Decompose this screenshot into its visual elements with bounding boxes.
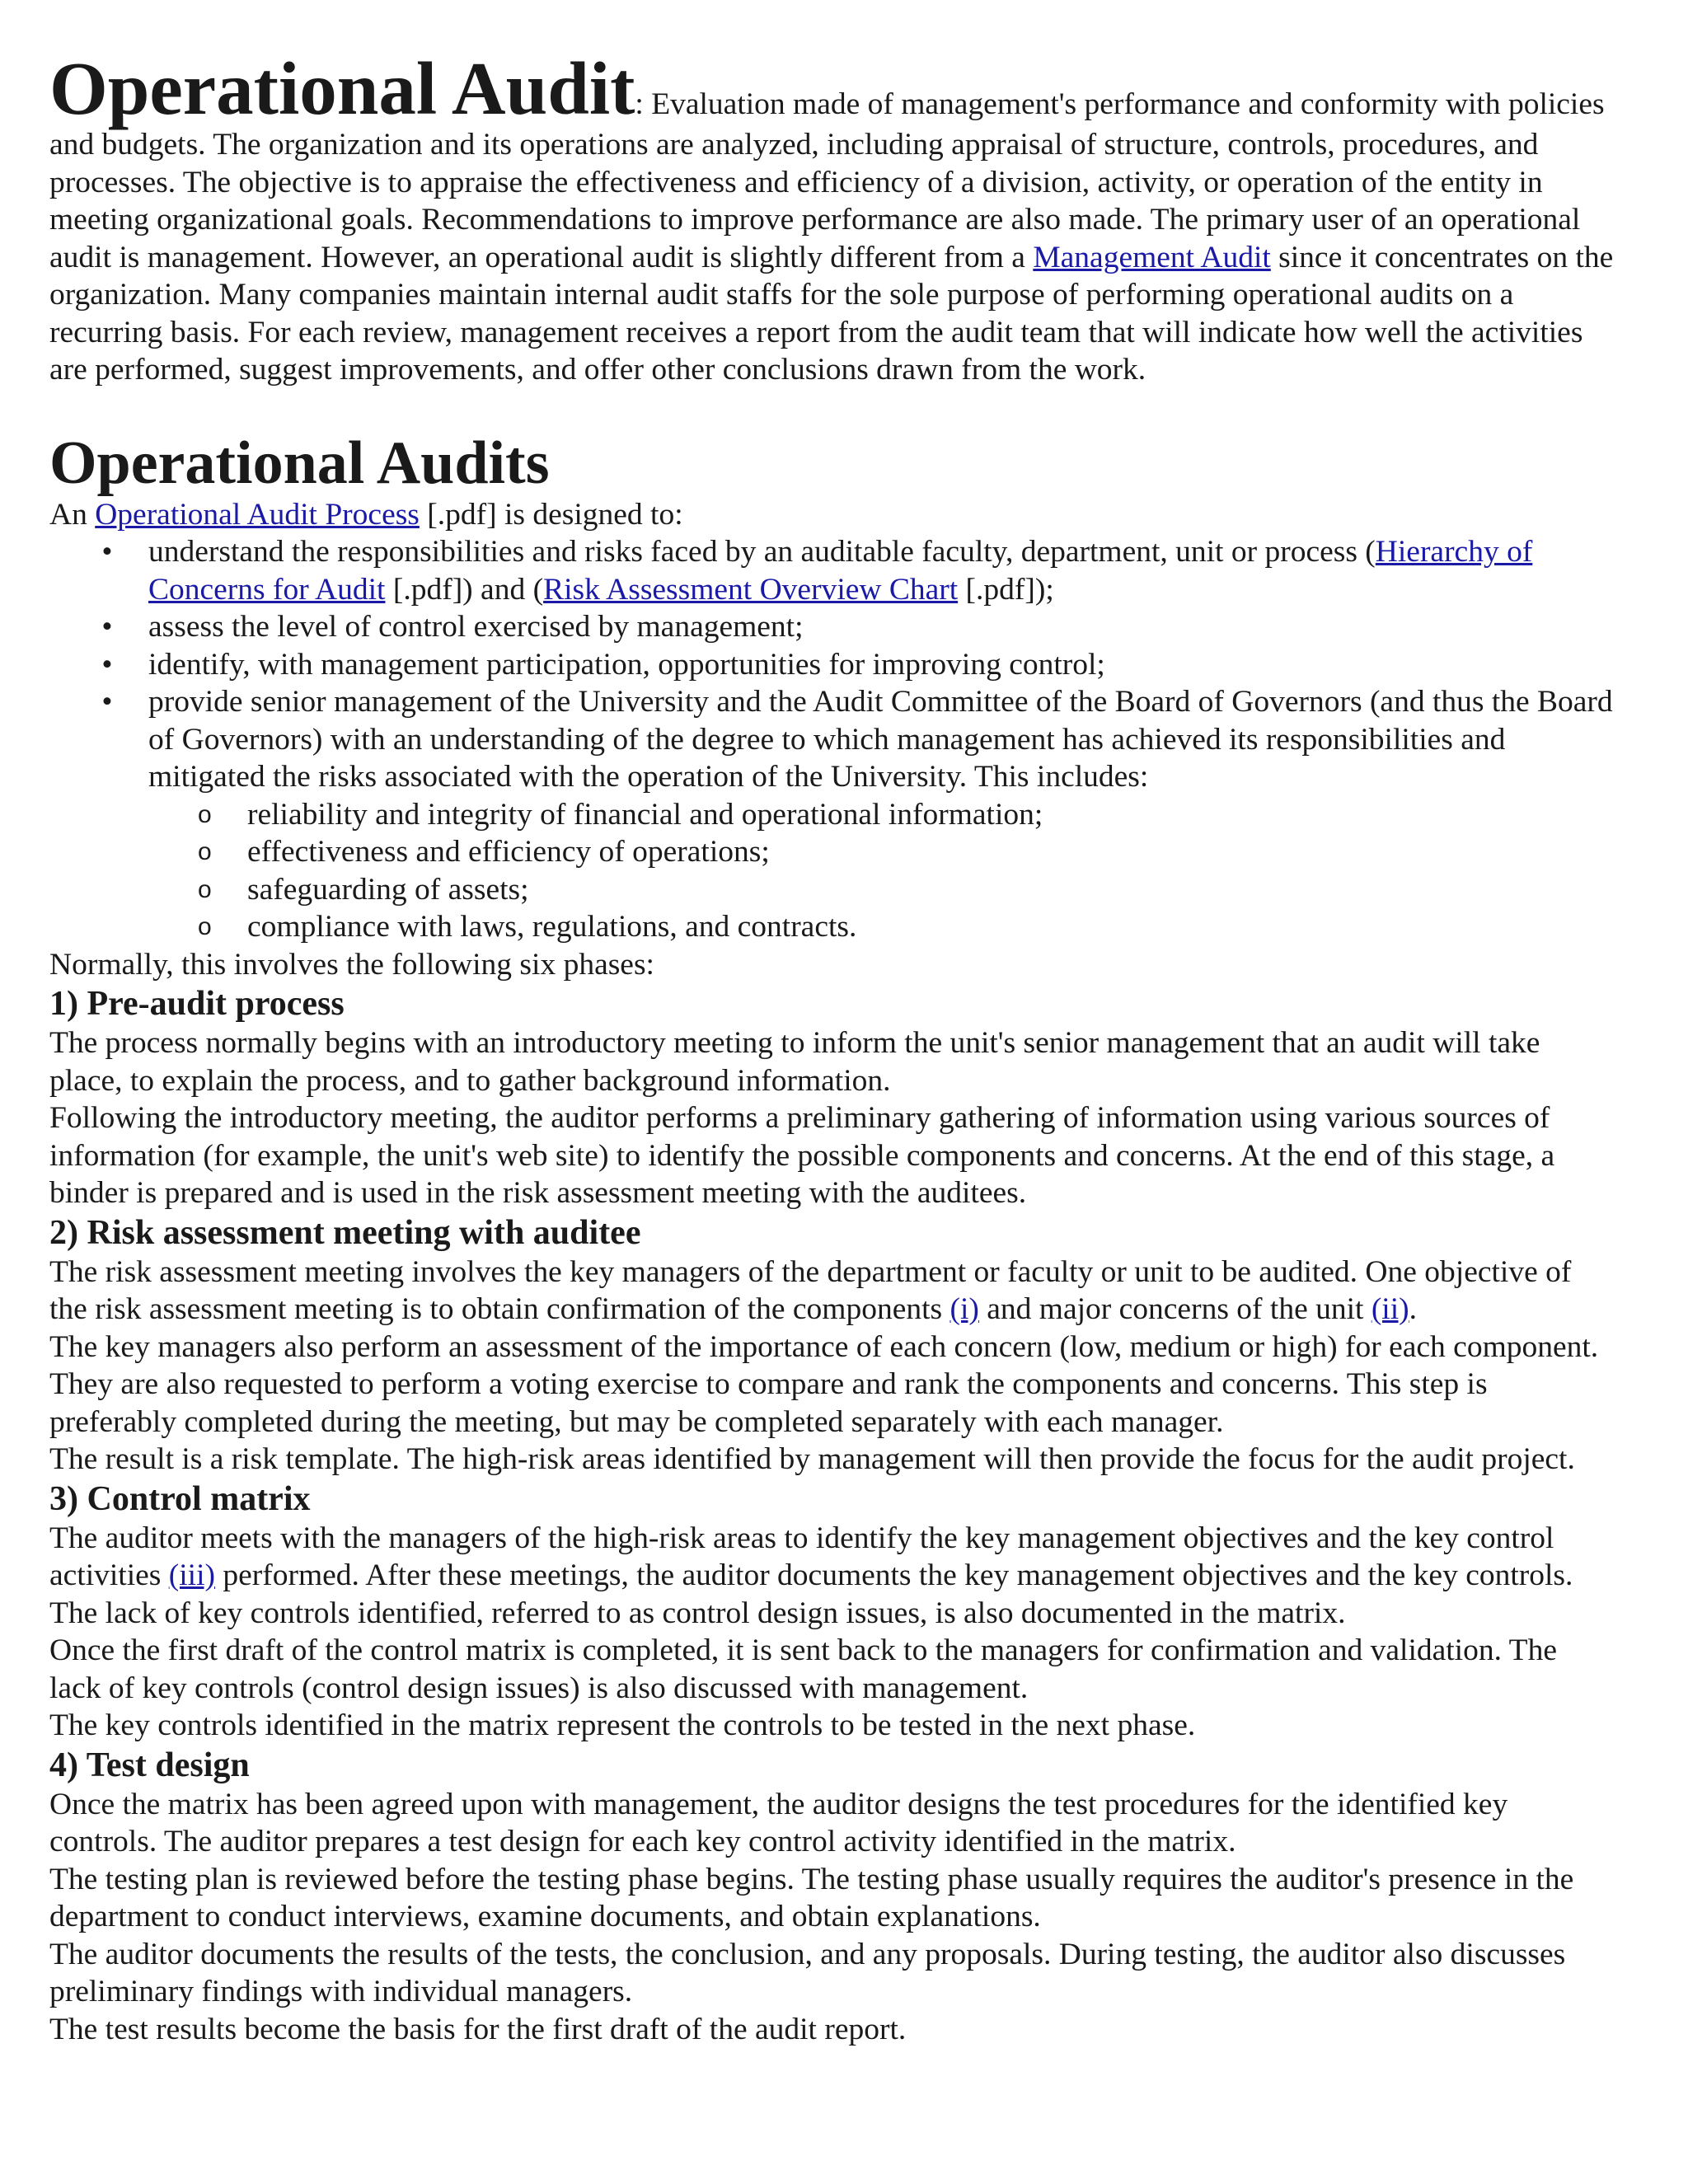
- list-item: [49, 608, 1615, 646]
- phase-2-paragraph-1: [49, 1254, 1615, 1329]
- bullet-1-mid: [.pdf]) and (: [385, 572, 544, 607]
- phase-1-paragraph-2: Following the introductory meeting, the auditor performs a preliminary gathering of information using various sources of information (for example, the unit's web site) to identify the possible components and concerns. At the end of this stage, a binder is prepared and is used in the risk assessment meeting with the auditees.: [49, 1101, 1555, 1210]
- sub-bullet-text: reliability and integrity of financial and operational information;: [247, 797, 1043, 832]
- phases-intro: Normally, this involves the following six phases:: [49, 947, 654, 982]
- includes-sublist: [148, 796, 1615, 946]
- sub-bullet-circle: o: [198, 800, 212, 828]
- list-item: [148, 871, 1615, 909]
- bullet-1-text: understand the responsibilities and risks faced by an auditable faculty, department, unit or process (: [148, 535, 1376, 569]
- phase-3-paragraph-2: The lack of key controls identified, referred to as control design issues, is also documented in the matrix.: [49, 1596, 1346, 1630]
- bullet-dot: •: [101, 685, 113, 719]
- phase-2-paragraph-3: The result is a risk template. The high-risk areas identified by management will then provide the focus for the audit project.: [49, 1442, 1575, 1476]
- bullet-3-text: identify, with management participation, opportunities for improving control;: [148, 647, 1105, 682]
- list-item: [49, 533, 1615, 608]
- phase-3-p1-a: The auditor meets with the managers of the high-risk areas to identify the key management objectives and the key control activities: [49, 1521, 1554, 1592]
- bullet-dot: •: [101, 647, 113, 682]
- phase-4-paragraph-3: The auditor documents the results of the tests, the conclusion, and any proposals. During testing, the auditor also discusses preliminary findings with individual managers.: [49, 1937, 1566, 2008]
- phase-3-title: 3) Control matrix: [49, 1479, 311, 1518]
- document-page: [49, 47, 1615, 2048]
- phase-1-paragraph-1: The process normally begins with an introductory meeting to inform the unit's senior management that an audit will take place, to explain the process, and to gather background information.: [49, 1026, 1540, 1098]
- phase-2-p1-c: .: [1409, 1292, 1418, 1326]
- sub-bullet-circle: o: [198, 913, 212, 940]
- footnote-iii-link[interactable]: (iii): [168, 1558, 215, 1592]
- designed-suffix: [.pdf] is designed to:: [419, 497, 683, 532]
- phase-2-p1-b: and major concerns of the unit: [978, 1292, 1372, 1326]
- operational-audit-process-link[interactable]: Operational Audit Process: [95, 497, 420, 532]
- list-item: [49, 683, 1615, 946]
- phase-2-title: 2) Risk assessment meeting with auditee: [49, 1213, 641, 1252]
- sub-bullet-circle: o: [198, 838, 212, 865]
- phase-4-paragraph-1: Once the matrix has been agreed upon with management, the auditor designs the test procedures for the identified key controls. The auditor prepares a test design for each key control activity identified in the matrix.: [49, 1787, 1508, 1858]
- intro-paragraph: [49, 47, 1615, 389]
- sub-bullet-text: compliance with laws, regulations, and contracts.: [247, 910, 857, 944]
- intro-lead: : Evaluation made of management's performance and conformity with: [635, 87, 1501, 121]
- hierarchy-of-concerns-link[interactable]: Hierarchy of Concerns for Audit: [148, 535, 1533, 607]
- sub-bullet-circle: o: [198, 875, 212, 903]
- phase-3-paragraph-4: The key controls identified in the matrix represent the controls to be tested in the next phase.: [49, 1708, 1196, 1742]
- footnote-i-link[interactable]: (i): [950, 1292, 979, 1326]
- bullet-dot: •: [101, 535, 113, 569]
- intro-text-before-link: policies and budgets. The organization and its operations are analyzed, including appraisal of structure, controls, procedures, and processes. The objective is to appraise the effectiveness and efficiency of a division, activity, or operation of the entity in meeting organizational goals. Recommendations to improve performance are also made. The primary user of an operational audit is management. However, an operational audit is slightly different from a: [49, 87, 1605, 274]
- list-item: [148, 796, 1615, 834]
- management-audit-link[interactable]: Management Audit: [1033, 240, 1271, 274]
- list-item: [148, 833, 1615, 871]
- bullet-dot: •: [101, 610, 113, 644]
- phase-2-p1-a: The risk assessment meeting involves the key managers of the department or faculty or unit to be audited. One objective of the risk assessment meeting is to obtain confirmation of the components: [49, 1254, 1572, 1326]
- designed-to-line: [49, 496, 1615, 534]
- phase-3-p1-b: performed. After these meetings, the auditor documents the key management objectives and the key controls.: [214, 1558, 1573, 1592]
- sub-bullet-text: safeguarding of assets;: [247, 872, 529, 907]
- phase-4-paragraph-4: The test results become the basis for the first draft of the audit report.: [49, 2012, 907, 2046]
- designed-prefix: An: [49, 497, 96, 532]
- phase-4-paragraph-2: The testing plan is reviewed before the testing phase begins. The testing phase usually requires the auditor's presence in the department to conduct interviews, examine documents, and obtain explanations.: [49, 1862, 1574, 1933]
- section-title: Operational Audits: [49, 429, 550, 497]
- phase-2-paragraph-2: The key managers also perform an assessment of the importance of each concern (low, medium or high) for each component. They are also requested to perform a voting exercise to compare and rank the components and concerns. This step is preferably completed during the meeting, but may be completed separately with each manager.: [49, 1329, 1599, 1439]
- intro-title: Operational Audit: [49, 47, 635, 130]
- bullet-1-end: [.pdf]);: [958, 572, 1054, 607]
- phase-3-paragraph-1: [49, 1520, 1615, 1595]
- footnote-ii-link[interactable]: (ii): [1371, 1292, 1409, 1326]
- risk-assessment-chart-link[interactable]: Risk Assessment Overview Chart: [543, 572, 959, 607]
- intro-text-after-link: since it concentrates on the organization. Many companies maintain internal audit staffs for the sole purpose of performing operational audits on a recurring basis. For each review, management receives a report from the audit team that will indicate how well the activities are performed, suggest improvements, and offer other conclusions drawn from the work.: [49, 240, 1614, 387]
- list-item: [148, 908, 1615, 946]
- phase-3-paragraph-3: Once the first draft of the control matrix is completed, it is sent back to the managers for confirmation and validation. The lack of key controls (control design issues) is also discussed with management.: [49, 1633, 1557, 1705]
- phase-1-title: 1) Pre-audit process: [49, 985, 345, 1023]
- sub-bullet-text: effectiveness and efficiency of operations;: [247, 835, 770, 869]
- bullet-2-text: assess the level of control exercised by management;: [148, 610, 804, 644]
- phase-4-title: 4) Test design: [49, 1746, 250, 1784]
- bullet-4-text: provide senior management of the University and the Audit Committee of the Board of Governors (and thus the Board of Governors) with an understanding of the degree to which management has achieved its responsibilities and mitigated the risks associated with the operation of the University. This includes:: [148, 685, 1613, 794]
- objectives-list: [49, 533, 1615, 946]
- list-item: [49, 646, 1615, 684]
